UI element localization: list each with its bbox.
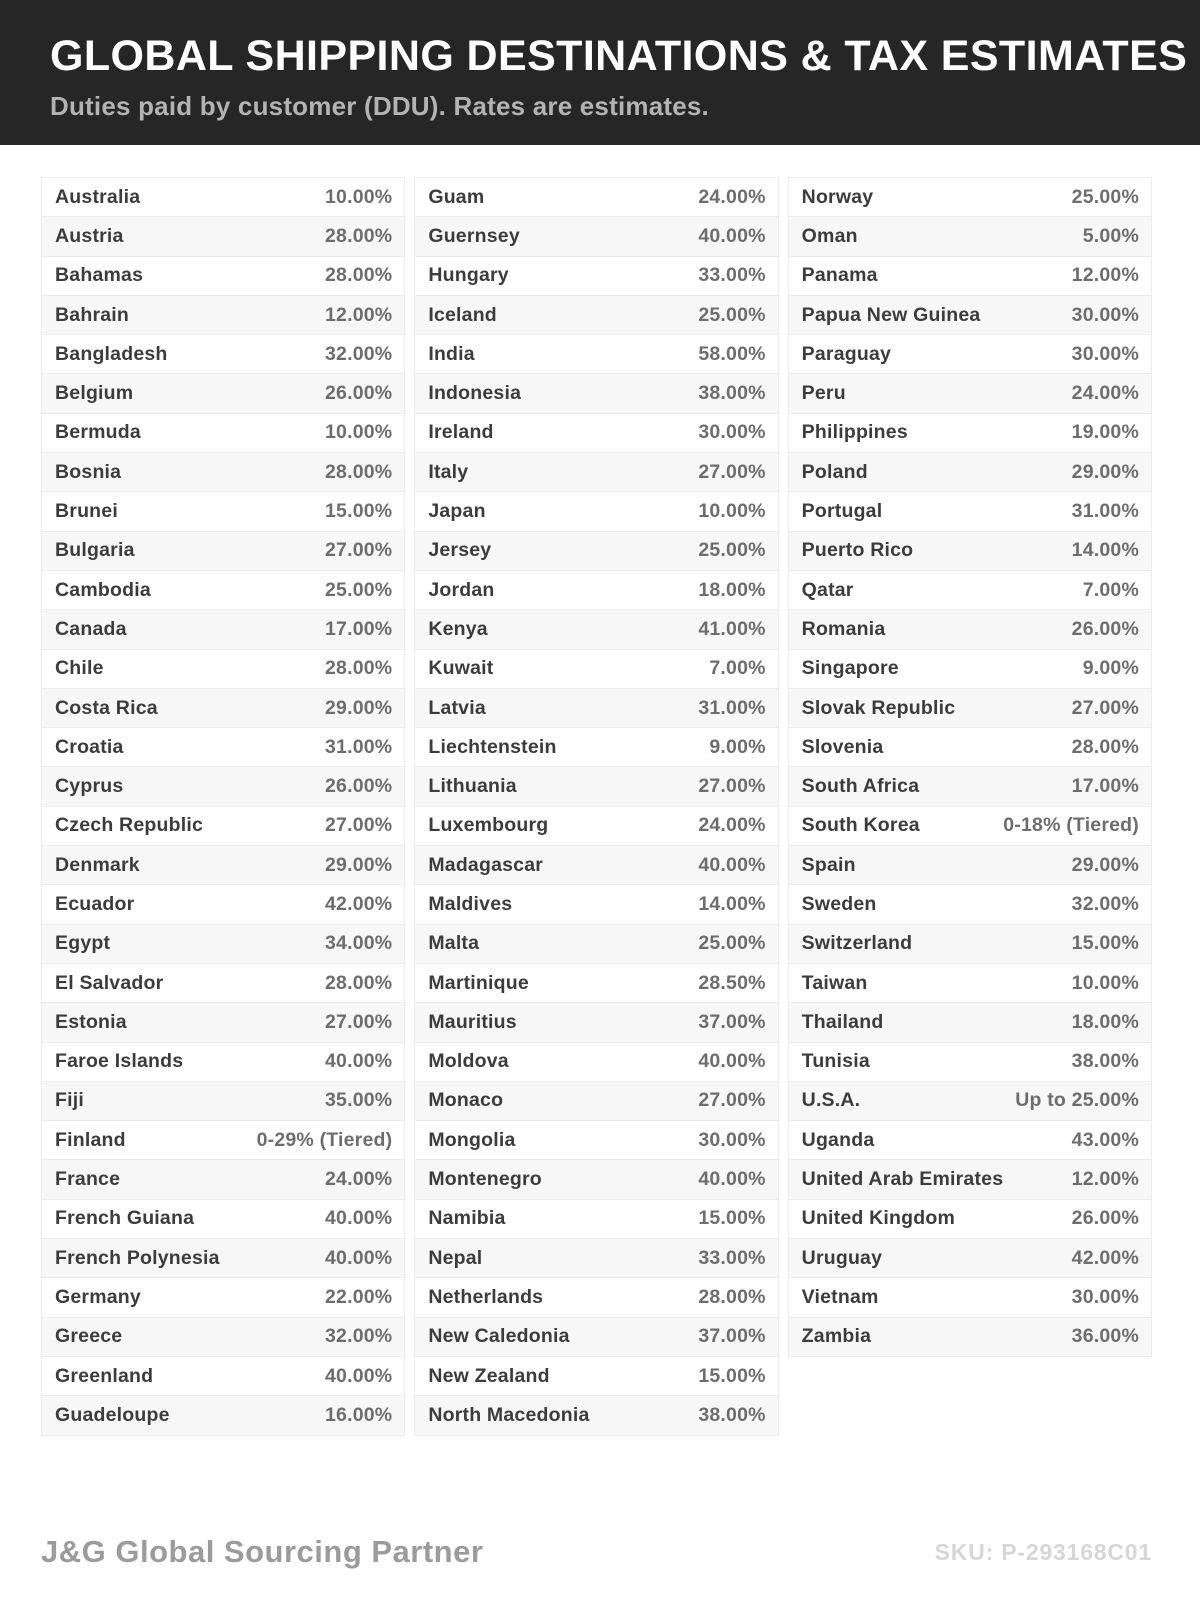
country-name: Bahrain xyxy=(55,303,130,326)
table-row xyxy=(414,1199,778,1238)
country-name: Belgium xyxy=(55,382,134,405)
country-name: Qatar xyxy=(801,578,854,601)
table-row xyxy=(414,845,778,884)
country-name: Papua New Guinea xyxy=(801,303,981,326)
country-name: Peru xyxy=(801,382,846,405)
country-name: Egypt xyxy=(55,932,111,955)
tax-rate: 28.50% xyxy=(698,971,766,994)
table-row xyxy=(41,1042,405,1081)
table-row xyxy=(788,1317,1152,1356)
country-name: New Zealand xyxy=(428,1364,550,1387)
table-row xyxy=(788,1081,1152,1120)
table-row xyxy=(788,570,1152,609)
tax-rate: 40.00% xyxy=(698,224,766,247)
country-name: Bulgaria xyxy=(55,539,135,562)
table-row xyxy=(788,373,1152,412)
tax-rate: 32.00% xyxy=(324,342,393,365)
country-name: New Caledonia xyxy=(428,1325,570,1348)
country-name: Romania xyxy=(801,617,886,640)
tax-rate: 9.00% xyxy=(709,735,766,758)
country-name: Faroe Islands xyxy=(55,1050,184,1073)
tax-rate: Up to 25.00% xyxy=(1015,1089,1139,1112)
tax-rate: 14.00% xyxy=(698,892,766,915)
table-row xyxy=(414,884,778,923)
country-name: Slovenia xyxy=(801,735,884,758)
tax-rate: 31.00% xyxy=(324,735,393,758)
country-name: French Guiana xyxy=(55,1207,195,1230)
page-header xyxy=(0,0,1200,145)
tax-rate: 14.00% xyxy=(1071,539,1139,562)
country-name: Ecuador xyxy=(55,892,135,915)
tax-rate: 25.00% xyxy=(698,932,766,955)
table-row xyxy=(414,963,778,1002)
tax-rate: 25.00% xyxy=(698,303,766,326)
table-row xyxy=(41,295,405,334)
tax-rate: 28.00% xyxy=(324,657,393,680)
table-row xyxy=(788,334,1152,373)
table-row xyxy=(788,295,1152,334)
table-column-2 xyxy=(414,177,778,1436)
table-row xyxy=(414,452,778,491)
table-row xyxy=(414,1042,778,1081)
country-name: Japan xyxy=(428,500,486,523)
tax-rate: 36.00% xyxy=(1071,1325,1139,1348)
country-name: Austria xyxy=(55,224,124,247)
table-row xyxy=(41,491,405,530)
table-row xyxy=(41,452,405,491)
table-row xyxy=(788,649,1152,688)
country-name: South Africa xyxy=(801,775,920,798)
country-name: Latvia xyxy=(428,696,486,719)
table-row xyxy=(788,216,1152,255)
table-row xyxy=(41,963,405,1002)
tax-rate: 29.00% xyxy=(1071,460,1139,483)
table-column-3 xyxy=(788,177,1152,1357)
table-row xyxy=(414,609,778,648)
tax-rate: 40.00% xyxy=(324,1364,393,1387)
tax-rate: 42.00% xyxy=(324,892,393,915)
table-row xyxy=(788,1238,1152,1277)
table-row xyxy=(41,1238,405,1277)
tax-rate: 25.00% xyxy=(1071,185,1139,208)
country-name: Jordan xyxy=(428,578,495,601)
country-name: France xyxy=(55,1168,121,1191)
country-name: Paraguay xyxy=(801,342,892,365)
table-row xyxy=(414,1395,778,1434)
country-name: Guernsey xyxy=(428,224,520,247)
country-name: Sweden xyxy=(801,892,877,915)
page-footer xyxy=(41,1534,1152,1570)
tax-rate: 26.00% xyxy=(1071,1207,1139,1230)
tax-rate: 38.00% xyxy=(698,382,766,405)
tax-rate: 26.00% xyxy=(324,775,393,798)
table-row xyxy=(788,845,1152,884)
tax-rate: 40.00% xyxy=(324,1246,393,1269)
country-name: Taiwan xyxy=(801,971,868,994)
table-row xyxy=(41,531,405,570)
country-name: French Polynesia xyxy=(55,1246,220,1269)
country-name: U.S.A. xyxy=(801,1089,861,1112)
tax-rate: 16.00% xyxy=(324,1403,393,1426)
tax-rate: 27.00% xyxy=(324,539,393,562)
country-name: Maldives xyxy=(428,892,513,915)
tax-rate: 5.00% xyxy=(1082,224,1139,247)
country-name: Namibia xyxy=(428,1207,506,1230)
table-row xyxy=(414,766,778,805)
country-name: South Korea xyxy=(801,814,920,837)
table-row xyxy=(788,806,1152,845)
table-row xyxy=(41,1395,405,1434)
tax-rate: 38.00% xyxy=(698,1403,766,1426)
country-name: Singapore xyxy=(801,657,899,680)
country-name: Mauritius xyxy=(428,1010,517,1033)
table-row xyxy=(414,649,778,688)
table-row xyxy=(414,256,778,295)
country-name: Finland xyxy=(55,1128,126,1151)
tax-rate: 32.00% xyxy=(324,1325,393,1348)
table-row xyxy=(414,216,778,255)
tax-rate: 17.00% xyxy=(324,617,393,640)
country-name: Philippines xyxy=(801,421,908,444)
tax-rate: 30.00% xyxy=(1071,303,1139,326)
country-name: Canada xyxy=(55,617,127,640)
country-name: India xyxy=(428,342,475,365)
country-name: Guadeloupe xyxy=(55,1403,170,1426)
table-row xyxy=(414,1317,778,1356)
tax-rate: 29.00% xyxy=(324,696,393,719)
page-subtitle: Duties paid by customer (DDU). Rates are estimates. xyxy=(50,91,709,122)
country-name: Norway xyxy=(801,185,874,208)
country-name: Cambodia xyxy=(55,578,151,601)
tax-rate: 12.00% xyxy=(324,303,393,326)
table-row xyxy=(788,688,1152,727)
table-row xyxy=(41,1317,405,1356)
table-row xyxy=(414,688,778,727)
table-row xyxy=(414,1277,778,1316)
tax-rate: 15.00% xyxy=(324,500,393,523)
table-row xyxy=(41,649,405,688)
table-row xyxy=(414,1159,778,1198)
country-name: Kuwait xyxy=(428,657,494,680)
table-row xyxy=(41,845,405,884)
table-row xyxy=(788,924,1152,963)
country-name: Italy xyxy=(428,460,469,483)
tax-rate: 19.00% xyxy=(1071,421,1139,444)
tax-rate: 7.00% xyxy=(709,657,766,680)
tax-rate: 30.00% xyxy=(698,421,766,444)
tax-rate: 31.00% xyxy=(1071,500,1139,523)
tax-rate: 24.00% xyxy=(698,814,766,837)
country-name: Portugal xyxy=(801,500,883,523)
country-name: Estonia xyxy=(55,1010,127,1033)
country-name: Cyprus xyxy=(55,775,124,798)
tax-rate: 35.00% xyxy=(324,1089,393,1112)
tax-rate: 28.00% xyxy=(324,264,393,287)
table-row xyxy=(414,531,778,570)
country-name: Jersey xyxy=(428,539,492,562)
tax-rate: 27.00% xyxy=(324,1010,393,1033)
country-name: North Macedonia xyxy=(428,1403,590,1426)
table-row xyxy=(41,688,405,727)
country-name: Poland xyxy=(801,460,868,483)
table-row xyxy=(788,177,1152,216)
tax-rate: 37.00% xyxy=(698,1325,766,1348)
country-name: Liechtenstein xyxy=(428,735,557,758)
tax-rate: 29.00% xyxy=(1071,853,1139,876)
table-row xyxy=(414,1002,778,1041)
tax-rate: 28.00% xyxy=(324,971,393,994)
tax-rate: 28.00% xyxy=(698,1285,766,1308)
table-row xyxy=(414,491,778,530)
country-name: Croatia xyxy=(55,735,124,758)
tax-rate: 24.00% xyxy=(1071,382,1139,405)
table-row xyxy=(41,1277,405,1316)
country-name: Australia xyxy=(55,185,141,208)
tax-rate: 28.00% xyxy=(1071,735,1139,758)
table-row xyxy=(41,413,405,452)
brand-name: J&G Global Sourcing Partner xyxy=(41,1534,484,1569)
table-row xyxy=(41,1120,405,1159)
tax-rate: 41.00% xyxy=(698,617,766,640)
tax-rate: 34.00% xyxy=(324,932,393,955)
table-row xyxy=(41,1081,405,1120)
country-name: Moldova xyxy=(428,1050,509,1073)
table-row xyxy=(788,1199,1152,1238)
country-name: Greenland xyxy=(55,1364,154,1387)
table-row xyxy=(41,609,405,648)
table-row xyxy=(788,766,1152,805)
tax-rate: 22.00% xyxy=(324,1285,393,1308)
table-row xyxy=(414,177,778,216)
tax-rate: 42.00% xyxy=(1071,1246,1139,1269)
tax-table xyxy=(0,177,1200,1436)
table-row xyxy=(414,373,778,412)
country-name: Iceland xyxy=(428,303,497,326)
tax-rate: 37.00% xyxy=(698,1010,766,1033)
tax-rate: 40.00% xyxy=(698,853,766,876)
table-row xyxy=(41,806,405,845)
table-row xyxy=(414,413,778,452)
tax-rate: 18.00% xyxy=(1071,1010,1139,1033)
country-name: Thailand xyxy=(801,1010,884,1033)
tax-rate: 40.00% xyxy=(324,1050,393,1073)
tax-rate: 9.00% xyxy=(1082,657,1139,680)
table-row xyxy=(414,334,778,373)
table-row xyxy=(788,1120,1152,1159)
tax-rate: 15.00% xyxy=(1071,932,1139,955)
country-name: Denmark xyxy=(55,853,140,876)
country-name: Bosnia xyxy=(55,460,122,483)
table-row xyxy=(41,373,405,412)
table-row xyxy=(41,216,405,255)
tax-rate: 15.00% xyxy=(698,1207,766,1230)
country-name: United Kingdom xyxy=(801,1207,956,1230)
tax-rate: 40.00% xyxy=(324,1207,393,1230)
country-name: Tunisia xyxy=(801,1050,870,1073)
tax-rate: 25.00% xyxy=(324,578,393,601)
table-row xyxy=(41,727,405,766)
country-name: El Salvador xyxy=(55,971,164,994)
table-row xyxy=(41,177,405,216)
country-name: Netherlands xyxy=(428,1285,544,1308)
tax-rate: 28.00% xyxy=(324,460,393,483)
tax-rate: 27.00% xyxy=(324,814,393,837)
country-name: Puerto Rico xyxy=(801,539,914,562)
tax-rate: 29.00% xyxy=(324,853,393,876)
tax-rate: 33.00% xyxy=(698,264,766,287)
table-row xyxy=(414,1081,778,1120)
country-name: Panama xyxy=(801,264,878,287)
table-row xyxy=(788,1277,1152,1316)
table-row xyxy=(41,570,405,609)
country-name: Lithuania xyxy=(428,775,517,798)
country-name: Malta xyxy=(428,932,480,955)
table-row xyxy=(41,884,405,923)
country-name: Bangladesh xyxy=(55,342,168,365)
tax-rate: 24.00% xyxy=(698,185,766,208)
table-row xyxy=(788,531,1152,570)
tax-rate: 33.00% xyxy=(698,1246,766,1269)
table-row xyxy=(41,1199,405,1238)
table-row xyxy=(41,766,405,805)
table-row xyxy=(788,413,1152,452)
tax-rate: 27.00% xyxy=(698,460,766,483)
tax-rate: 7.00% xyxy=(1082,578,1139,601)
table-row xyxy=(41,1159,405,1198)
table-row xyxy=(414,570,778,609)
country-name: United Arab Emirates xyxy=(801,1168,1004,1191)
tax-rate: 30.00% xyxy=(1071,342,1139,365)
country-name: Guam xyxy=(428,185,485,208)
table-row xyxy=(41,1002,405,1041)
country-name: Nepal xyxy=(428,1246,483,1269)
country-name: Zambia xyxy=(801,1325,872,1348)
table-row xyxy=(788,491,1152,530)
tax-rate: 25.00% xyxy=(698,539,766,562)
tax-rate: 26.00% xyxy=(1071,617,1139,640)
country-name: Monaco xyxy=(428,1089,504,1112)
table-row xyxy=(41,256,405,295)
table-row xyxy=(414,727,778,766)
tax-rate: 12.00% xyxy=(1071,264,1139,287)
country-name: Spain xyxy=(801,853,856,876)
tax-rate: 27.00% xyxy=(698,775,766,798)
country-name: Greece xyxy=(55,1325,123,1348)
country-name: Germany xyxy=(55,1285,141,1308)
tax-rate: 10.00% xyxy=(324,185,393,208)
tax-rate: 10.00% xyxy=(324,421,393,444)
table-row xyxy=(788,1042,1152,1081)
table-column-1 xyxy=(41,177,405,1436)
country-name: Hungary xyxy=(428,264,509,287)
tax-rate: 10.00% xyxy=(1071,971,1139,994)
table-row xyxy=(414,1238,778,1277)
tax-rate: 58.00% xyxy=(698,342,766,365)
country-name: Uruguay xyxy=(801,1246,883,1269)
table-row xyxy=(788,963,1152,1002)
country-name: Martinique xyxy=(428,971,529,994)
table-row xyxy=(788,884,1152,923)
tax-rate: 32.00% xyxy=(1071,892,1139,915)
country-name: Switzerland xyxy=(801,932,913,955)
tax-rate: 12.00% xyxy=(1071,1168,1139,1191)
country-name: Indonesia xyxy=(428,382,522,405)
sku-label: SKU: P-293168C01 xyxy=(934,1538,1152,1565)
tax-rate: 43.00% xyxy=(1071,1128,1139,1151)
table-row xyxy=(41,1356,405,1395)
tax-rate: 30.00% xyxy=(698,1128,766,1151)
country-name: Slovak Republic xyxy=(801,696,956,719)
tax-rate: 27.00% xyxy=(1071,696,1139,719)
country-name: Madagascar xyxy=(428,853,544,876)
country-name: Brunei xyxy=(55,500,118,523)
tax-rate: 40.00% xyxy=(698,1050,766,1073)
tax-rate: 18.00% xyxy=(698,578,766,601)
tax-rate: 30.00% xyxy=(1071,1285,1139,1308)
tax-rate: 0-29% (Tiered) xyxy=(256,1128,393,1151)
country-name: Montenegro xyxy=(428,1168,542,1191)
country-name: Ireland xyxy=(428,421,494,444)
country-name: Bahamas xyxy=(55,264,144,287)
table-row xyxy=(41,334,405,373)
country-name: Vietnam xyxy=(801,1285,879,1308)
tax-rate: 24.00% xyxy=(324,1168,393,1191)
country-name: Uganda xyxy=(801,1128,875,1151)
tax-rate: 10.00% xyxy=(698,500,766,523)
table-row xyxy=(414,1120,778,1159)
table-row xyxy=(788,1159,1152,1198)
table-row xyxy=(788,256,1152,295)
country-name: Costa Rica xyxy=(55,696,158,719)
tax-rate: 15.00% xyxy=(698,1364,766,1387)
country-name: Czech Republic xyxy=(55,814,203,837)
country-name: Chile xyxy=(55,657,104,680)
table-row xyxy=(41,924,405,963)
tax-rate: 28.00% xyxy=(324,224,393,247)
table-row xyxy=(414,924,778,963)
tax-rate: 27.00% xyxy=(698,1089,766,1112)
tax-rate: 40.00% xyxy=(698,1168,766,1191)
country-name: Kenya xyxy=(428,617,488,640)
tax-rate: 38.00% xyxy=(1071,1050,1139,1073)
tax-rate: 26.00% xyxy=(324,382,393,405)
table-row xyxy=(414,806,778,845)
table-row xyxy=(788,1002,1152,1041)
table-row xyxy=(414,295,778,334)
table-row xyxy=(788,727,1152,766)
tax-rate: 17.00% xyxy=(1071,775,1139,798)
tax-rate: 31.00% xyxy=(698,696,766,719)
page-title: GLOBAL SHIPPING DESTINATIONS & TAX ESTIMATES xyxy=(50,32,1188,80)
country-name: Oman xyxy=(801,224,858,247)
country-name: Fiji xyxy=(55,1089,84,1112)
table-row xyxy=(788,609,1152,648)
table-row xyxy=(414,1356,778,1395)
tax-rate: 0-18% (Tiered) xyxy=(1003,814,1139,837)
country-name: Mongolia xyxy=(428,1128,516,1151)
table-row xyxy=(788,452,1152,491)
country-name: Bermuda xyxy=(55,421,141,444)
country-name: Luxembourg xyxy=(428,814,549,837)
